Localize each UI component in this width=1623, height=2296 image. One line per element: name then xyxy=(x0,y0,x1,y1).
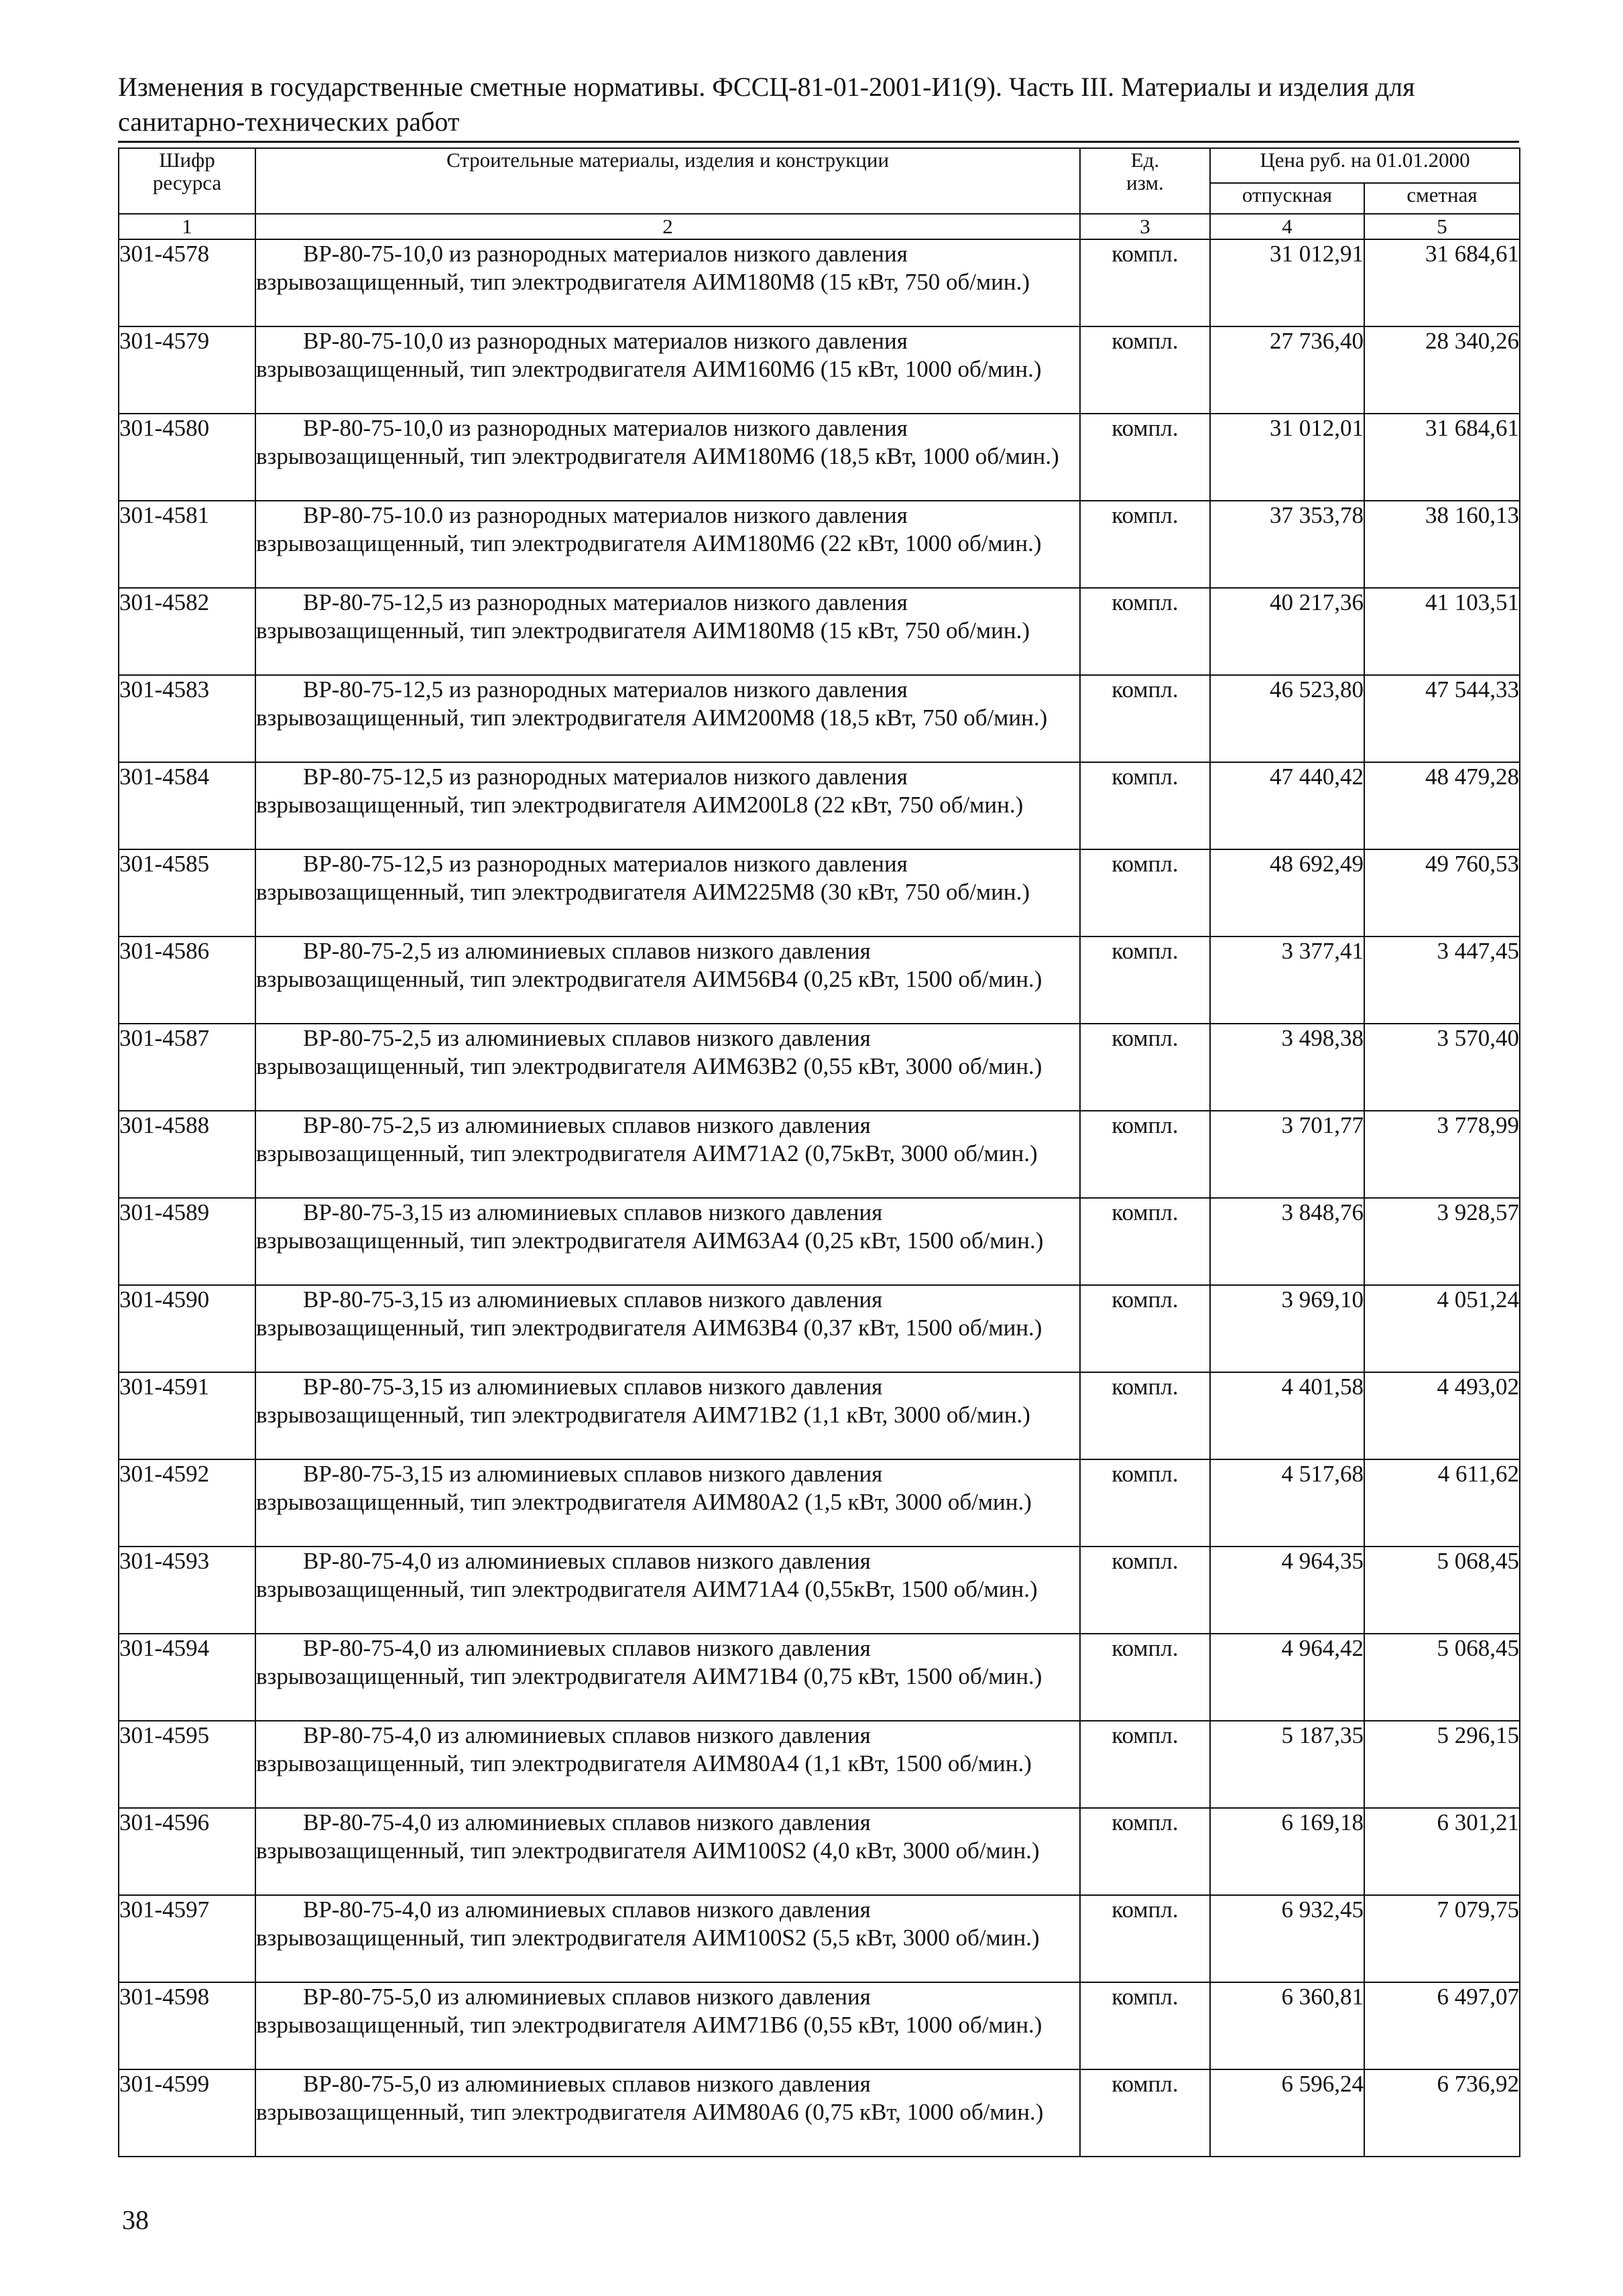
price-release-cell: 3 848,76 xyxy=(1210,1198,1364,1285)
table-row xyxy=(119,588,1520,675)
unit-cell: компл. xyxy=(1080,1198,1210,1285)
unit-cell: компл. xyxy=(1080,675,1210,762)
price-release-cell: 46 523,80 xyxy=(1210,675,1364,762)
resource-code-cell: 301-4598 xyxy=(119,1982,255,2069)
column-number: 2 xyxy=(255,214,1080,239)
table-row xyxy=(119,675,1520,762)
price-estimate-cell: 4 051,24 xyxy=(1364,1285,1520,1372)
price-estimate-cell: 49 760,53 xyxy=(1364,849,1520,936)
description-cell: ВР-80-75-3,15 из алюминиевых сплавов низкого давления взрывозащищенный, тип электродвигателя АИМ71В2 (1,1 кВт, 3000 об/мин.) xyxy=(255,1372,1080,1459)
resource-code-cell: 301-4586 xyxy=(119,936,255,1024)
price-release-cell: 3 498,38 xyxy=(1210,1024,1364,1111)
price-release-cell: 6 360,81 xyxy=(1210,1982,1364,2069)
table-row xyxy=(119,1982,1520,2069)
description-cell: ВР-80-75-10,0 из разнородных материалов низкого давления взрывозащищенный, тип электродвигателя АИМ160М6 (15 кВт, 1000 об/мин.) xyxy=(255,326,1080,414)
resource-code-cell: 301-4596 xyxy=(119,1808,255,1895)
price-estimate-cell: 3 570,40 xyxy=(1364,1024,1520,1111)
unit-cell: компл. xyxy=(1080,588,1210,675)
resource-code-cell: 301-4579 xyxy=(119,326,255,414)
price-estimate-cell: 6 497,07 xyxy=(1364,1982,1520,2069)
unit-cell: компл. xyxy=(1080,1721,1210,1808)
resource-code-cell: 301-4580 xyxy=(119,414,255,501)
unit-cell: компл. xyxy=(1080,936,1210,1024)
price-estimate-cell: 6 301,21 xyxy=(1364,1808,1520,1895)
description-cell: ВР-80-75-3,15 из алюминиевых сплавов низкого давления взрывозащищенный, тип электродвигателя АИМ63А4 (0,25 кВт, 1500 об/мин.) xyxy=(255,1198,1080,1285)
price-release-cell: 4 964,42 xyxy=(1210,1634,1364,1721)
price-estimate-cell: 5 296,15 xyxy=(1364,1721,1520,1808)
table-row xyxy=(119,849,1520,936)
description-cell: ВР-80-75-3,15 из алюминиевых сплавов низкого давления взрывозащищенный, тип электродвигателя АИМ63В4 (0,37 кВт, 1500 об/мин.) xyxy=(255,1285,1080,1372)
price-release-cell: 47 440,42 xyxy=(1210,762,1364,849)
table-row xyxy=(119,2069,1520,2157)
description-cell: ВР-80-75-3,15 из алюминиевых сплавов низкого давления взрывозащищенный, тип электродвигателя АИМ80А2 (1,5 кВт, 3000 об/мин.) xyxy=(255,1459,1080,1547)
resource-code-cell: 301-4590 xyxy=(119,1285,255,1372)
price-estimate-cell: 5 068,45 xyxy=(1364,1634,1520,1721)
table-row xyxy=(119,1024,1520,1111)
price-estimate-cell: 48 479,28 xyxy=(1364,762,1520,849)
unit-cell: компл. xyxy=(1080,1111,1210,1198)
price-release-cell: 31 012,01 xyxy=(1210,414,1364,501)
price-estimate-cell: 4 493,02 xyxy=(1364,1372,1520,1459)
resource-code-cell: 301-4583 xyxy=(119,675,255,762)
unit-cell: компл. xyxy=(1080,1024,1210,1111)
table-row xyxy=(119,1895,1520,1982)
unit-cell: компл. xyxy=(1080,1982,1210,2069)
resource-code-cell: 301-4589 xyxy=(119,1198,255,1285)
description-cell: ВР-80-75-4,0 из алюминиевых сплавов низкого давления взрывозащищенный, тип электродвигателя АИМ100S2 (5,5 кВт, 3000 об/мин.) xyxy=(255,1895,1080,1982)
price-release-cell: 37 353,78 xyxy=(1210,501,1364,588)
description-cell: ВР-80-75-12,5 из разнородных материалов низкого давления взрывозащищенный, тип электродвигателя АИМ180М8 (15 кВт, 750 об/мин.) xyxy=(255,588,1080,675)
unit-cell: компл. xyxy=(1080,1459,1210,1547)
table-row xyxy=(119,1547,1520,1634)
price-release-cell: 4 964,35 xyxy=(1210,1547,1364,1634)
table-row xyxy=(119,414,1520,501)
price-estimate-cell: 7 079,75 xyxy=(1364,1895,1520,1982)
table-row xyxy=(119,239,1520,326)
description-cell: ВР-80-75-10,0 из разнородных материалов низкого давления взрывозащищенный, тип электродвигателя АИМ180М6 (18,5 кВт, 1000 об/мин.) xyxy=(255,414,1080,501)
resource-code-cell: 301-4587 xyxy=(119,1024,255,1111)
column-number: 4 xyxy=(1210,214,1364,239)
unit-cell: компл. xyxy=(1080,239,1210,326)
price-release-cell: 6 932,45 xyxy=(1210,1895,1364,1982)
header-title-line-2: санитарно-технических работ xyxy=(118,107,460,137)
resource-code-cell: 301-4588 xyxy=(119,1111,255,1198)
description-cell: ВР-80-75-12,5 из разнородных материалов низкого давления взрывозащищенный, тип электродвигателя АИМ200М8 (18,5 кВт, 750 об/мин.) xyxy=(255,675,1080,762)
price-release-cell: 40 217,36 xyxy=(1210,588,1364,675)
unit-cell: компл. xyxy=(1080,1808,1210,1895)
price-release-cell: 3 701,77 xyxy=(1210,1111,1364,1198)
unit-cell: компл. xyxy=(1080,849,1210,936)
price-estimate-cell: 47 544,33 xyxy=(1364,675,1520,762)
unit-cell: компл. xyxy=(1080,501,1210,588)
description-cell: ВР-80-75-4,0 из алюминиевых сплавов низкого давления взрывозащищенный, тип электродвигателя АИМ100S2 (4,0 кВт, 3000 об/мин.) xyxy=(255,1808,1080,1895)
unit-cell: компл. xyxy=(1080,2069,1210,2157)
resource-code-cell: 301-4597 xyxy=(119,1895,255,1982)
description-cell: ВР-80-75-4,0 из алюминиевых сплавов низкого давления взрывозащищенный, тип электродвигателя АИМ80А4 (1,1 кВт, 1500 об/мин.) xyxy=(255,1721,1080,1808)
column-number: 1 xyxy=(119,214,255,239)
price-table xyxy=(118,147,1520,2157)
page-header xyxy=(118,70,1519,143)
resource-code-cell: 301-4581 xyxy=(119,501,255,588)
unit-cell: компл. xyxy=(1080,762,1210,849)
price-release-cell: 4 401,58 xyxy=(1210,1372,1364,1459)
table-row xyxy=(119,1111,1520,1198)
price-release-cell: 6 169,18 xyxy=(1210,1808,1364,1895)
description-cell: ВР-80-75-2,5 из алюминиевых сплавов низкого давления взрывозащищенный, тип электродвигателя АИМ71А2 (0,75кВт, 3000 об/мин.) xyxy=(255,1111,1080,1198)
resource-code-cell: 301-4585 xyxy=(119,849,255,936)
table-row xyxy=(119,1808,1520,1895)
description-cell: ВР-80-75-2,5 из алюминиевых сплавов низкого давления взрывозащищенный, тип электродвигателя АИМ63В2 (0,55 кВт, 3000 об/мин.) xyxy=(255,1024,1080,1111)
table-row xyxy=(119,762,1520,849)
resource-code-cell: 301-4584 xyxy=(119,762,255,849)
header-description: Строительные материалы, изделия и конструкции xyxy=(255,148,1080,214)
table-row xyxy=(119,1372,1520,1459)
description-cell: ВР-80-75-2,5 из алюминиевых сплавов низкого давления взрывозащищенный, тип электродвигателя АИМ56В4 (0,25 кВт, 1500 об/мин.) xyxy=(255,936,1080,1024)
table-row xyxy=(119,1198,1520,1285)
table-row xyxy=(119,1634,1520,1721)
resource-code-cell: 301-4594 xyxy=(119,1634,255,1721)
price-estimate-cell: 41 103,51 xyxy=(1364,588,1520,675)
column-number: 5 xyxy=(1364,214,1520,239)
unit-cell: компл. xyxy=(1080,326,1210,414)
price-release-cell: 3 377,41 xyxy=(1210,936,1364,1024)
unit-cell: компл. xyxy=(1080,1372,1210,1459)
price-release-cell: 3 969,10 xyxy=(1210,1285,1364,1372)
table-row xyxy=(119,501,1520,588)
resource-code-cell: 301-4591 xyxy=(119,1372,255,1459)
price-release-cell: 48 692,49 xyxy=(1210,849,1364,936)
price-estimate-cell: 31 684,61 xyxy=(1364,414,1520,501)
price-release-cell: 31 012,91 xyxy=(1210,239,1364,326)
description-cell: ВР-80-75-12,5 из разнородных материалов низкого давления взрывозащищенный, тип электродвигателя АИМ200L8 (22 кВт, 750 об/мин.) xyxy=(255,762,1080,849)
unit-cell: компл. xyxy=(1080,1285,1210,1372)
table-row xyxy=(119,1721,1520,1808)
header-unit: Ед. изм. xyxy=(1080,148,1210,214)
description-cell: ВР-80-75-4,0 из алюминиевых сплавов низкого давления взрывозащищенный, тип электродвигателя АИМ71В4 (0,75 кВт, 1500 об/мин.) xyxy=(255,1634,1080,1721)
header-price-group: Цена руб. на 01.01.2000 xyxy=(1210,148,1520,183)
price-release-cell: 6 596,24 xyxy=(1210,2069,1364,2157)
page-number: 38 xyxy=(122,2205,149,2235)
column-number: 3 xyxy=(1080,214,1210,239)
price-estimate-cell: 5 068,45 xyxy=(1364,1547,1520,1634)
price-release-cell: 5 187,35 xyxy=(1210,1721,1364,1808)
header-price-release: отпускная xyxy=(1210,183,1364,214)
price-estimate-cell: 3 778,99 xyxy=(1364,1111,1520,1198)
description-cell: ВР-80-75-4,0 из алюминиевых сплавов низкого давления взрывозащищенный, тип электродвигателя АИМ71А4 (0,55кВт, 1500 об/мин.) xyxy=(255,1547,1080,1634)
description-cell: ВР-80-75-5,0 из алюминиевых сплавов низкого давления взрывозащищенный, тип электродвигателя АИМ80А6 (0,75 кВт, 1000 об/мин.) xyxy=(255,2069,1080,2157)
unit-cell: компл. xyxy=(1080,1634,1210,1721)
table-row xyxy=(119,1285,1520,1372)
price-estimate-cell: 6 736,92 xyxy=(1364,2069,1520,2157)
description-cell: ВР-80-75-10,0 из разнородных материалов низкого давления взрывозащищенный, тип электродвигателя АИМ180М8 (15 кВт, 750 об/мин.) xyxy=(255,239,1080,326)
resource-code-cell: 301-4578 xyxy=(119,239,255,326)
resource-code-cell: 301-4592 xyxy=(119,1459,255,1547)
unit-cell: компл. xyxy=(1080,1895,1210,1982)
table-row xyxy=(119,326,1520,414)
price-estimate-cell: 38 160,13 xyxy=(1364,501,1520,588)
header-title-line-1: Изменения в государственные сметные нормативы. ФССЦ-81-01-2001-И1(9). Часть III. Материалы и изделия для xyxy=(118,72,1415,102)
table-row xyxy=(119,1459,1520,1547)
price-estimate-cell: 4 611,62 xyxy=(1364,1459,1520,1547)
unit-cell: компл. xyxy=(1080,414,1210,501)
column-number-row xyxy=(119,214,1520,239)
resource-code-cell: 301-4593 xyxy=(119,1547,255,1634)
description-cell: ВР-80-75-12,5 из разнородных материалов низкого давления взрывозащищенный, тип электродвигателя АИМ225М8 (30 кВт, 750 об/мин.) xyxy=(255,849,1080,936)
resource-code-cell: 301-4595 xyxy=(119,1721,255,1808)
price-release-cell: 4 517,68 xyxy=(1210,1459,1364,1547)
table-body xyxy=(119,239,1520,2157)
price-estimate-cell: 3 928,57 xyxy=(1364,1198,1520,1285)
header-price-estimate: сметная xyxy=(1364,183,1520,214)
price-estimate-cell: 31 684,61 xyxy=(1364,239,1520,326)
price-estimate-cell: 3 447,45 xyxy=(1364,936,1520,1024)
price-estimate-cell: 28 340,26 xyxy=(1364,326,1520,414)
header-code: Шифр ресурса xyxy=(119,148,255,214)
table-row xyxy=(119,936,1520,1024)
unit-cell: компл. xyxy=(1080,1547,1210,1634)
description-cell: ВР-80-75-10.0 из разнородных материалов низкого давления взрывозащищенный, тип электродвигателя АИМ180М6 (22 кВт, 1000 об/мин.) xyxy=(255,501,1080,588)
resource-code-cell: 301-4599 xyxy=(119,2069,255,2157)
description-cell: ВР-80-75-5,0 из алюминиевых сплавов низкого давления взрывозащищенный, тип электродвигателя АИМ71В6 (0,55 кВт, 1000 об/мин.) xyxy=(255,1982,1080,2069)
resource-code-cell: 301-4582 xyxy=(119,588,255,675)
price-release-cell: 27 736,40 xyxy=(1210,326,1364,414)
